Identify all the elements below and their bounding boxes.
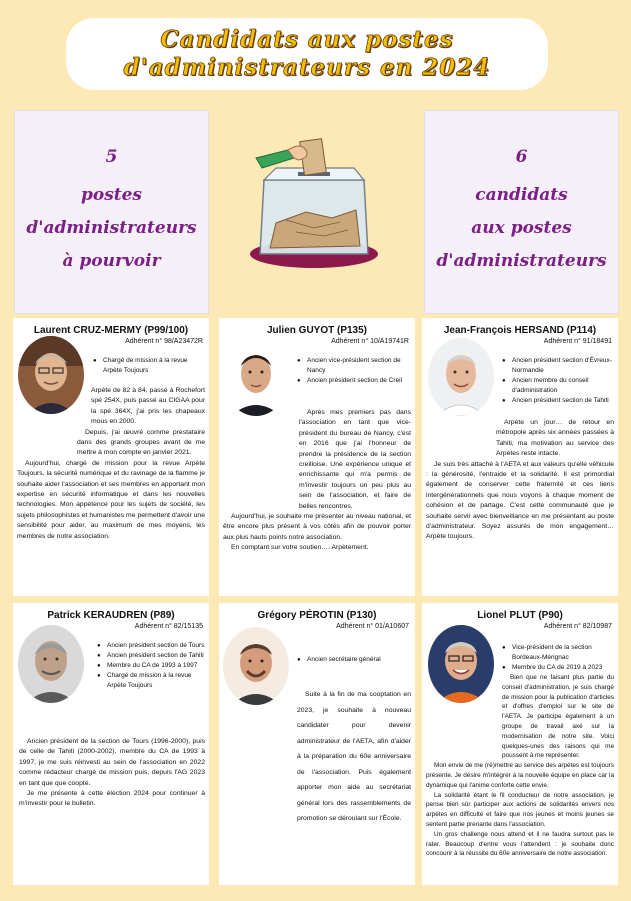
candidate-name: Julien GUYOT (P135) — [266, 325, 368, 336]
candidate-photo — [428, 338, 494, 416]
bio-paragraph: En comptant sur votre soutien…. Arpètement. — [231, 544, 369, 552]
title-line-2: d'administrateurs en 2024 — [123, 54, 491, 81]
candidates-count-number: 6 — [515, 146, 528, 167]
bio-paragraph: Arpète de 82 à 84, passé à Rochefort spé 254X, puis passé au CIGAA pour la spé 364X, j'ai pris les chapeaux mous en 2000. — [91, 387, 205, 426]
member-number: Adhérent n° 98/A23472R — [125, 338, 203, 345]
role-item: ● Ancien président section de Creil — [297, 376, 409, 386]
bio-paragraph: Mon envie de me (ré)mettre au service des arpètes est toujours présente. Je désire m'intégrer à la nouvelle équipe en place car la dynamique qui l'anime conforte cette envie. — [426, 762, 614, 789]
candidate-bio — [426, 418, 614, 543]
roles-list — [502, 356, 614, 406]
role-item: ● Ancien président section de Tours — [97, 641, 205, 651]
candidate-bio — [17, 386, 205, 542]
candidate-name: Grégory PÉROTIN (P130) — [257, 610, 377, 621]
candidate-bio — [223, 687, 411, 827]
candidates-count-line: d'administrateurs — [436, 250, 607, 271]
candidate-name: Laurent CRUZ-MERMY (P99/100) — [33, 325, 189, 336]
bio-paragraph: Je suis très attaché à l'AETA et aux valeurs qu'elle véhicule : la générosité, l'entraide et la solidarité. Il est primordial également de conserver cette fraternité et ces liens intergénérationnels que nous voyons à chaque moment de cohésion et de partage. C'est cette communauté que je souhaite servir avec bienveillance en me présentant au poste d'administrateur. Soyez assurés de mon engagement… Arpète toujours. — [426, 460, 614, 541]
roles-list — [297, 356, 409, 386]
role-item: ● Ancien président section de Tahiti — [97, 651, 205, 661]
title-banner — [66, 18, 548, 90]
ballot-box-icon — [236, 128, 386, 278]
candidate-card — [13, 603, 209, 885]
roles-list — [93, 356, 205, 376]
member-number: Adhérent n° 01/A10607 — [336, 623, 409, 630]
bio-paragraph: Bien que ne faisant plus partie du conseil d'administration, je suis chargé de mission pour la publication d'articles et d'offres d'emploi sur le site de l'AETA. Je participe également à un groupe de travail axé sur la modernisation de notre site. Voici quelques-unes des raisons qui me poussent à me représenter. — [502, 674, 614, 760]
candidate-card — [13, 318, 209, 596]
role-item: ● Ancien secrétaire général — [297, 655, 409, 665]
open-seats-line: à pourvoir — [62, 250, 161, 271]
candidates-count-line: aux postes — [471, 217, 572, 238]
role-item: ● Membre du CA de 2019 à 2023 — [502, 663, 614, 673]
candidate-name: Jean-François HERSAND (P114) — [443, 325, 597, 336]
role-item: ● Ancien président section de Tahiti — [502, 396, 614, 406]
open-seats-panel — [14, 110, 209, 314]
candidate-name: Lionel PLUT (P90) — [477, 610, 563, 621]
candidates-count-line: candidats — [475, 184, 568, 205]
bio-paragraph: Arpète un jour… de retour en métropole après six années passées à Tahiti, ma motivation au service des Arpètes reste intacte. — [496, 419, 614, 458]
roles-list — [97, 641, 205, 691]
title-line-1: Candidats aux postes — [160, 26, 454, 53]
bio-paragraph: Ancien président de la section de Tours (1996-2000), puis de celle de Tahiti (2000-2002), membre du CA de 1993 à 1997, je me suis réinvesti au sein de l'association en 2022 comme rédacteur chargé de mission puis, depuis l'AG 2023 en tant que que coopté. — [19, 738, 205, 787]
bio-paragraph: Suite à la fin de ma cooptation en 2023, je souhaite à nouveau candidater pour devenir administrateur de l'AETA, afin d'aider à la préparation du 60e anniversaire de l'association. Puis également apporter mon aide au secrétariat général lors des rassemblements de promotion se déroulant sur l'École. — [297, 691, 411, 822]
candidate-name: Patrick KERAUDREN (P89) — [47, 610, 175, 621]
role-item: ● Vice-président de la section Bordeaux-Mérignac — [502, 643, 614, 663]
candidate-card — [219, 603, 415, 885]
member-number: Adhérent n° 10/A19741R — [331, 338, 409, 345]
role-item: ● Ancien vice-président section de Nancy — [297, 356, 409, 376]
member-number: Adhérent n° 91/18491 — [543, 338, 612, 345]
candidate-bio — [19, 737, 205, 810]
open-seats-line: d'administrateurs — [26, 217, 197, 238]
member-number: Adhérent n° 82/10987 — [543, 623, 612, 630]
member-number: Adhérent n° 82/15135 — [134, 623, 203, 630]
candidate-bio — [223, 408, 411, 554]
open-seats-number: 5 — [105, 146, 118, 167]
roles-list — [297, 655, 409, 665]
candidate-card — [422, 603, 618, 885]
candidate-card — [422, 318, 618, 596]
role-item: ● Chargé de mission à la revue Arpète Toujours — [97, 671, 205, 691]
candidate-photo — [18, 625, 84, 703]
role-item: ● Ancien membre du conseil d'administration — [502, 376, 614, 396]
role-item: ● Ancien président section d'Évreux-Normandie — [502, 356, 614, 376]
candidates-count-panel — [424, 110, 619, 314]
role-item: ● Membre du CA de 1993 à 1997 — [97, 661, 205, 671]
bio-paragraph: Un gros challenge nous attend et il ne faudra surtout pas le rater. Beaucoup d'entre vous l'attendent : je souhaite donc concourir à la réussite du 60e anniversaire de notre association. — [426, 830, 614, 858]
open-seats-line: postes — [80, 184, 143, 205]
roles-list — [502, 643, 614, 673]
bio-paragraph: Après mes premiers pas dans l'association en tant que vice-président du bureau de Nancy, c'est en 2016 que j'ai l'honneur de prendre la présidence de la section creilloise. Une expérience unique et enrichissante qui m'a permis de m'investir toujours un peu plus au sein de l'association, et faire de belles rencontres. — [299, 409, 411, 510]
bio-paragraph: La solidarité étant le fil conducteur de notre association, je pense bien sûr participer aux actions de solidarités envers nos arpètes en difficulté et faire que nos jeunes et moins jeunes se sentent partie prenante dans l'association. — [426, 791, 614, 828]
bio-paragraph: Je me présente à cette élection 2024 pour continuer à m'investir pour le bulletin. — [19, 790, 205, 808]
candidate-card — [219, 318, 415, 596]
bio-paragraph: Depuis, j'ai œuvré comme prestataire dans des grands groupes avant de me mettre à mon compte en janvier 2021. — [77, 428, 205, 457]
role-item: ● Chargé de mission à la revue Arpète Toujours — [93, 356, 205, 376]
bio-paragraph: Aujourd'hui, je souhaite me présenter au niveau national, et être encore plus présent à vos côtés afin de pouvoir porter aux plus hauts points notre association. — [223, 513, 411, 541]
candidate-photo — [223, 338, 289, 416]
candidate-bio — [426, 673, 614, 859]
bio-paragraph: Aujourd'hui, chargé de mission pour la revue Arpète Toujours, la sécurité numérique et du ravinage de la flamme je souhaite aider l'association et ses membres en apportant mon expertise en sécurité informatique et dans les nouvelles technologies. Mon appétence pour les sujets de société, les sujets philosophistes et humanistes me permettent d'avoir une sensibilité pour aider, au maximum de mes moyens, les membres de notre association. — [17, 459, 205, 540]
